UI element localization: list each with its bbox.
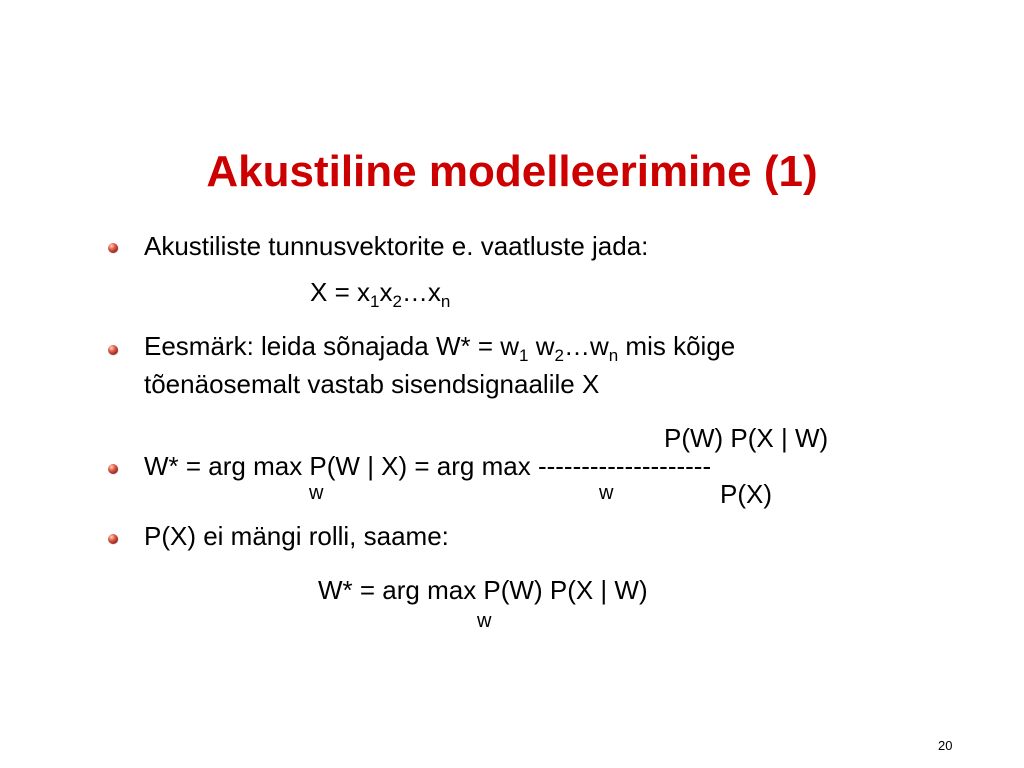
- fraction-denominator: P(X): [720, 479, 772, 509]
- bullet-text-goal-line2: tõenäosemalt vastab sisendsignaalile X: [144, 369, 600, 399]
- bullet-text-goal-line1: [144, 330, 736, 365]
- goal-sub-1: 1: [519, 346, 529, 365]
- argmax-subscript-w-2: w: [599, 482, 614, 504]
- goal-sub-n: n: [608, 346, 619, 365]
- sequence-sub-2: 2: [392, 292, 402, 311]
- goal-suffix: mis kõige: [618, 331, 736, 361]
- bullet-text-observations: Akustiliste tunnusvektorite e. vaatluste jada:: [144, 231, 649, 261]
- bullet-text-argmax: W* = arg max P(W | X) = arg max --------------------: [144, 451, 712, 481]
- bullet-icon: [108, 345, 118, 355]
- final-formula: W* = arg max P(W) P(X | W): [318, 575, 648, 605]
- sequence-lhs: X = x: [310, 277, 370, 307]
- bullet-icon: [108, 534, 118, 544]
- goal-sub-2: 2: [554, 346, 564, 365]
- page-number: 20: [938, 738, 953, 753]
- sequence-sub-1: 1: [369, 292, 380, 311]
- sequence-dots: …x: [401, 277, 441, 307]
- sequence-formula: [310, 276, 451, 311]
- goal-prefix: Eesmärk: leida sõnajada W* = w: [144, 331, 520, 361]
- bullet-icon: [108, 464, 118, 474]
- goal-mid-2: …w: [563, 331, 609, 361]
- bullet-text-px-irrelevant: P(X) ei mängi rolli, saame:: [144, 521, 449, 551]
- slide-title: Akustiline modelleerimine (1): [206, 147, 818, 196]
- final-argmax-subscript-w: w: [477, 610, 492, 632]
- bullet-icon: [108, 243, 118, 253]
- argmax-subscript-w-1: w: [309, 482, 324, 504]
- sequence-sub-n: n: [440, 292, 451, 311]
- goal-mid: w: [528, 331, 555, 361]
- fraction-numerator: P(W) P(X | W): [664, 423, 829, 453]
- sequence-x2: x: [379, 277, 393, 307]
